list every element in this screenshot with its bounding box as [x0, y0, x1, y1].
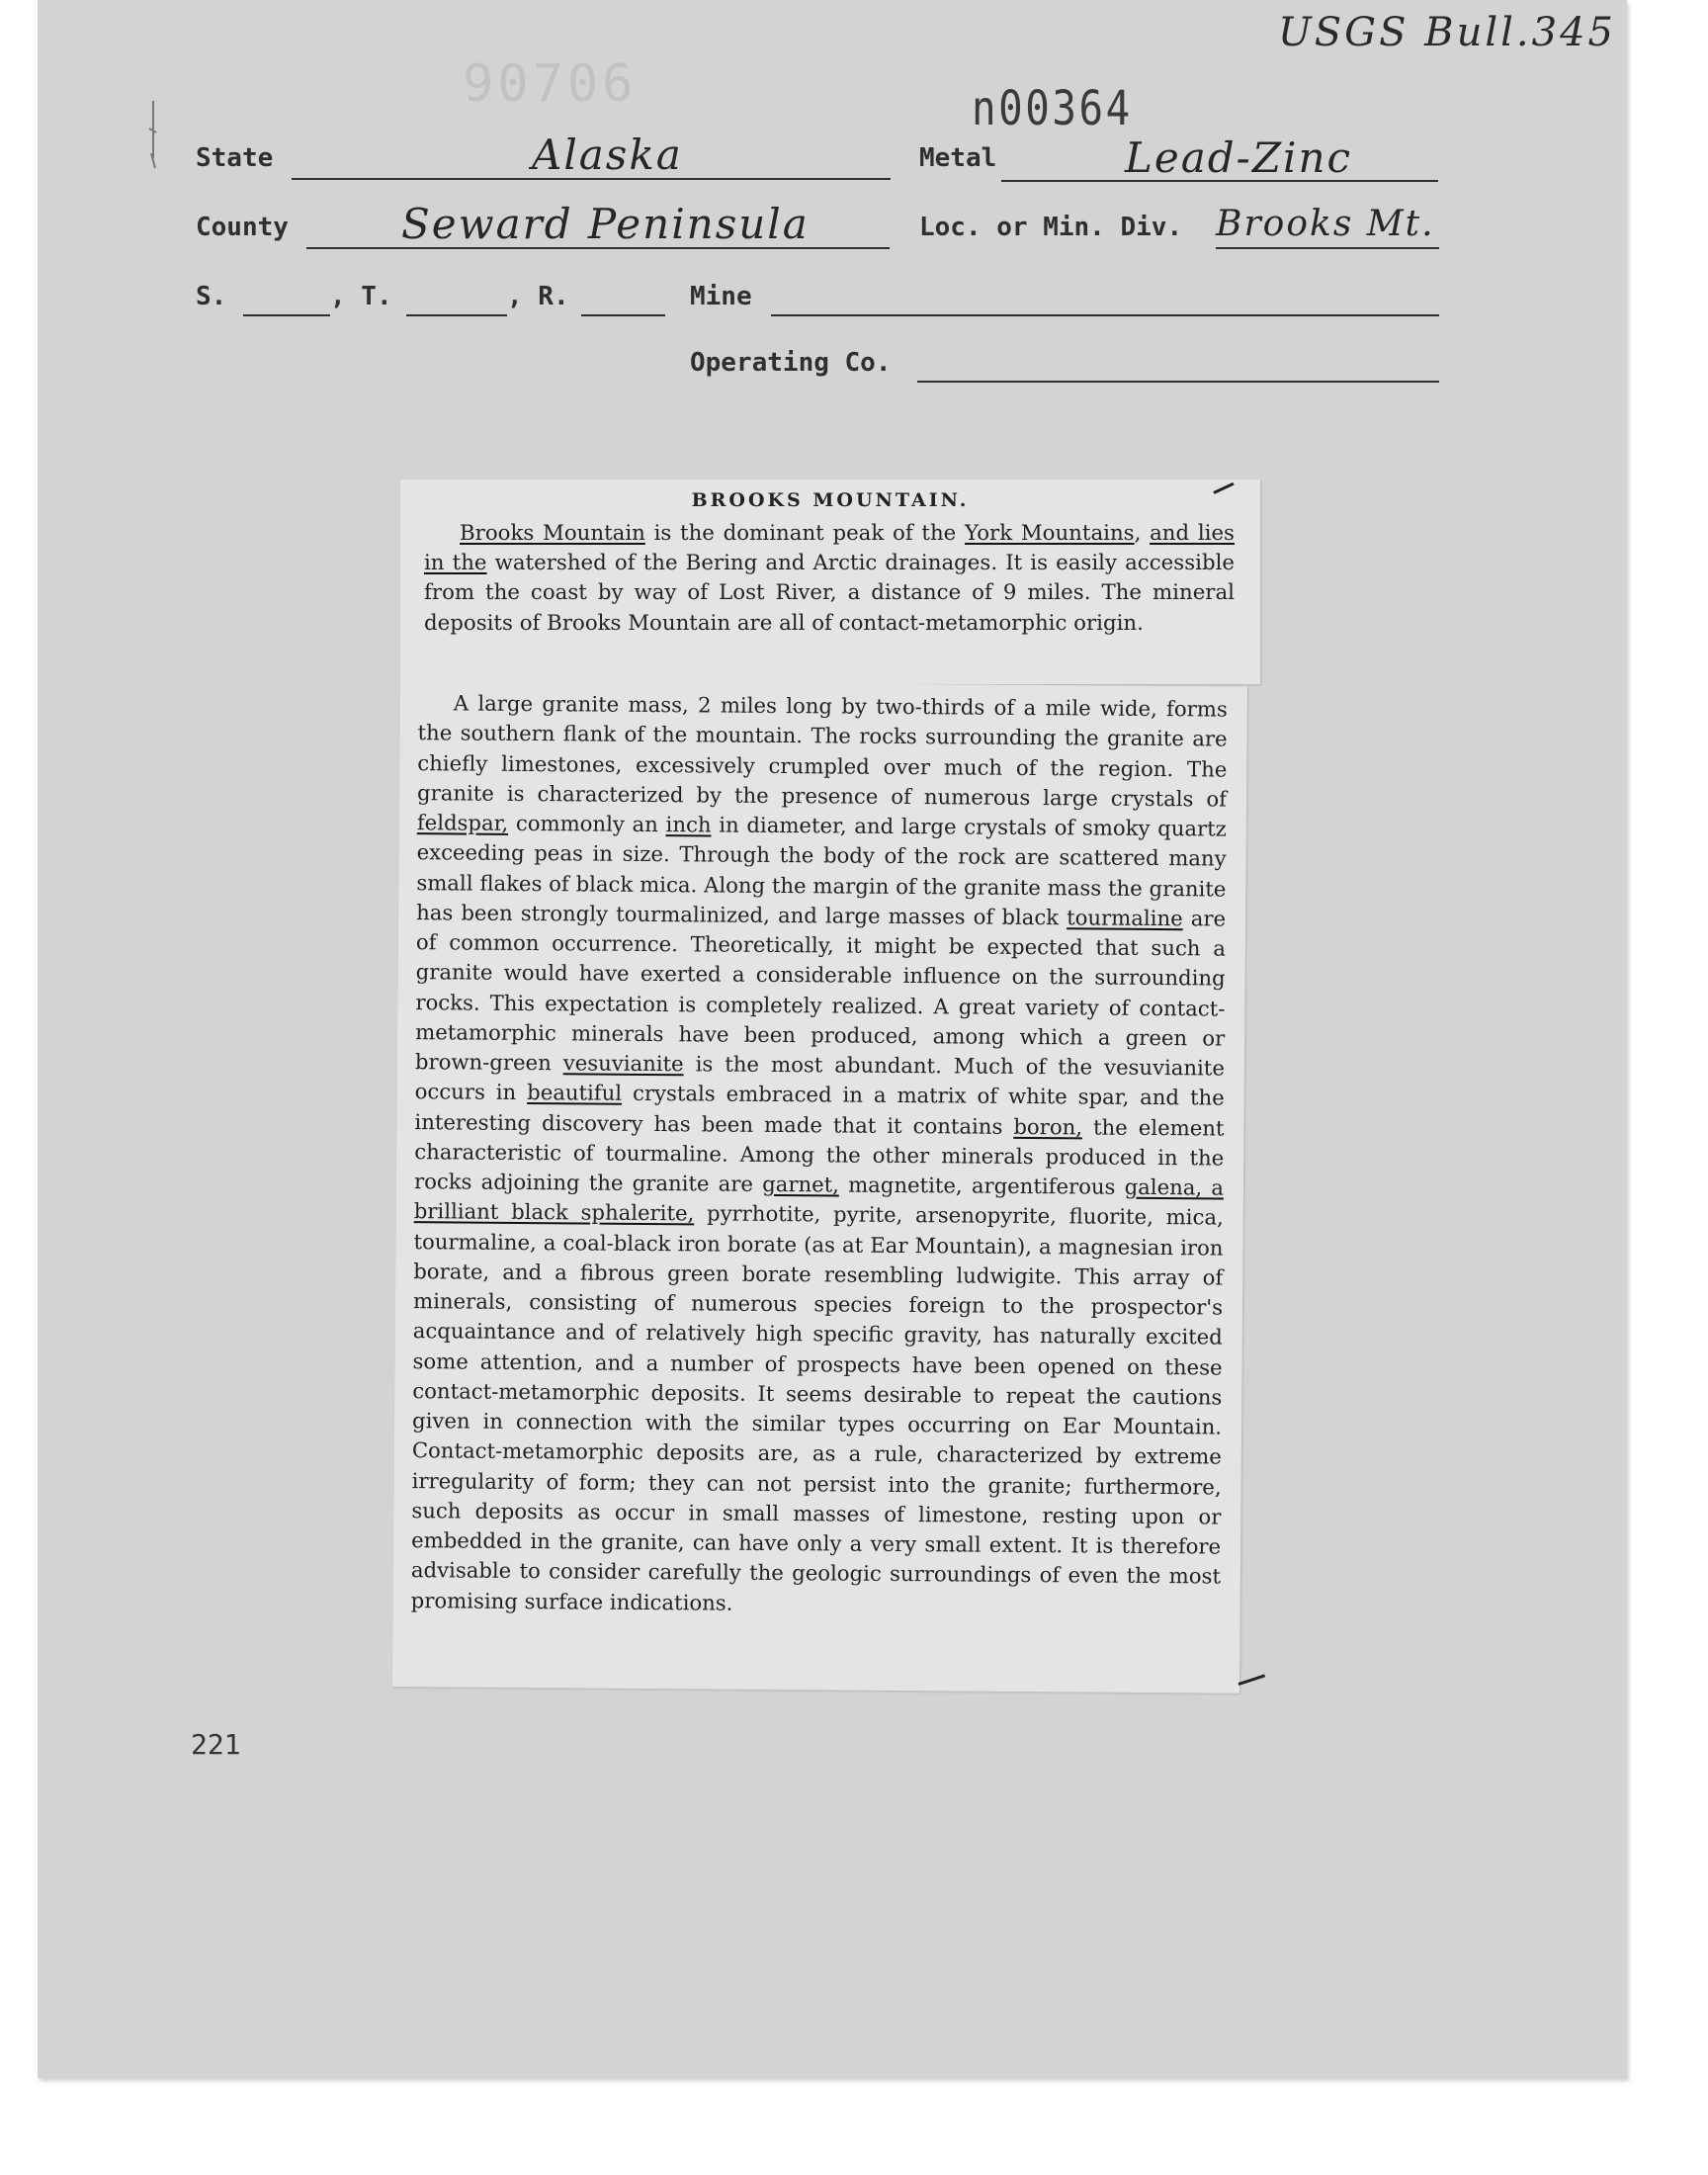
margin-pencil-mark — [146, 99, 160, 173]
page-number: 221 — [191, 1728, 241, 1761]
underlined-phrase: feldspar, — [416, 810, 509, 835]
text-run: pyrrhotite, pyrite, arsenopyrite, fluorite, mica, tourmaline, a coal-black iron borate (as at Ear Mountain), a magnesian iron borate, and a fibrous green borate resembling ludwigite. This array of minerals, consisting of numerous species foreign to the prospector's acquaintance and of relatively high specific gravity, has naturally excited some attention, and a number of prospects have been opened on these contact-metamorphic deposits. It seems desirable to repeat the cautions given in connection with the similar types occurring on Ear Mountain. Contact-metamorphic deposits are, as a rule, characterized by extreme irregularity of form; they can not persist into the granite; furthermore, such deposits as occur in small masses of limestone, resting upon or embedded in the granite, can have only a very small extent. It is therefore advisable to consider carefully the geologic surroundings of even the most promising surface indications. — [410, 1200, 1224, 1615]
text-run: in diameter, and large crystals of smoky quartz exceeding peas in size. Through the body of the rock are scattered many small flakes of black mica. Along the margin of the granite mass the granite has been strongly tourmalinized, and large masses of black — [416, 812, 1227, 930]
state-label: State — [196, 143, 274, 173]
bleed-through-text: 90706 — [463, 54, 638, 114]
clipping-body — [392, 680, 1247, 1694]
loc-line — [1216, 247, 1439, 249]
pencil-tick — [1238, 1674, 1266, 1686]
range-line — [581, 314, 665, 316]
text-run: watershed of the Bering and Arctic drainages. It is easily accessible from the coast by way of Lost River, a distance of 9 miles. The mineral deposits of Brooks Mountain are all of contact-metamorphic origin. — [424, 551, 1235, 636]
mine-line — [771, 314, 1439, 316]
text-run: magnetite, argentiferous — [838, 1172, 1125, 1199]
text-run: the element characteristic of tourmaline. Among the other minerals produced in the rocks adjoining the granite are — [413, 1113, 1225, 1196]
underlined-phrase: vesuvianite — [562, 1050, 684, 1077]
clipping-paragraph-2 — [393, 680, 1247, 1621]
underlined-phrase: inch — [665, 812, 712, 837]
county-value: Seward Peninsula — [401, 200, 810, 248]
county-label: County — [196, 213, 289, 242]
clipping-top — [400, 479, 1260, 684]
metal-value: Lead-Zinc — [1125, 133, 1353, 182]
text-run: crystals embraced in a matrix of white spar, and the interesting discovery has been made that it contains — [414, 1081, 1225, 1139]
township-label: , T. — [330, 282, 392, 311]
range-label: , R. — [507, 282, 569, 311]
serial-number: n00364 — [972, 81, 1133, 136]
section-label: S. — [196, 282, 227, 311]
text-run: A large granite mass, 2 miles long by two-thirds of a mile wide, forms the southern flank of the mountain. The rocks surrounding the granite are chiefly limestones, excessively crumpled over much of the region. The granite is characterized by the presence of numerous large crystals of — [417, 690, 1228, 812]
mine-label: Mine — [690, 282, 752, 311]
record-card — [38, 0, 1627, 2078]
text-run: is the most abundant. Much of the vesuvianite occurs in — [414, 1051, 1226, 1105]
text-run: are of common occurrence. Theoretically, it might be expected that such a granite would have exerted a considerable influence on the surrounding rocks. This expectation is completely realized. A great variety of contact-metamorphic minerals have been produced, among which a green or brown-green — [414, 905, 1227, 1076]
underlined-phrase: boron, — [1013, 1113, 1083, 1139]
underlined-phrase: tourmaline — [1067, 905, 1183, 930]
underlined-phrase: beautiful — [527, 1080, 623, 1106]
underlined-phrase: garnet, — [762, 1171, 840, 1197]
township-line — [406, 314, 507, 316]
section-line — [243, 314, 330, 316]
state-value: Alaska — [532, 130, 683, 179]
underlined-phrase: galena, a brilliant black sphalerite, — [413, 1174, 1225, 1226]
clipping-title: BROOKS MOUNTAIN. — [691, 489, 970, 511]
handwritten-reference: USGS Bull.345 — [1278, 10, 1616, 55]
text-run: is the dominant peak of the — [644, 521, 965, 546]
underlined-phrase: York Mountains — [965, 521, 1135, 546]
metal-label: Metal — [919, 143, 997, 173]
operating-co-label: Operating Co. — [690, 348, 892, 378]
loc-label: Loc. or Min. Div. — [919, 213, 1183, 242]
underlined-phrase: and lies in the — [424, 521, 1235, 576]
text-run: commonly an — [508, 810, 666, 837]
text-run: , — [1134, 521, 1151, 546]
operating-co-line — [917, 381, 1439, 383]
clipping-paragraph-1 — [400, 511, 1260, 639]
underlined-phrase: Brooks Mountain — [460, 521, 645, 546]
loc-value: Brooks Mt. — [1216, 204, 1435, 244]
